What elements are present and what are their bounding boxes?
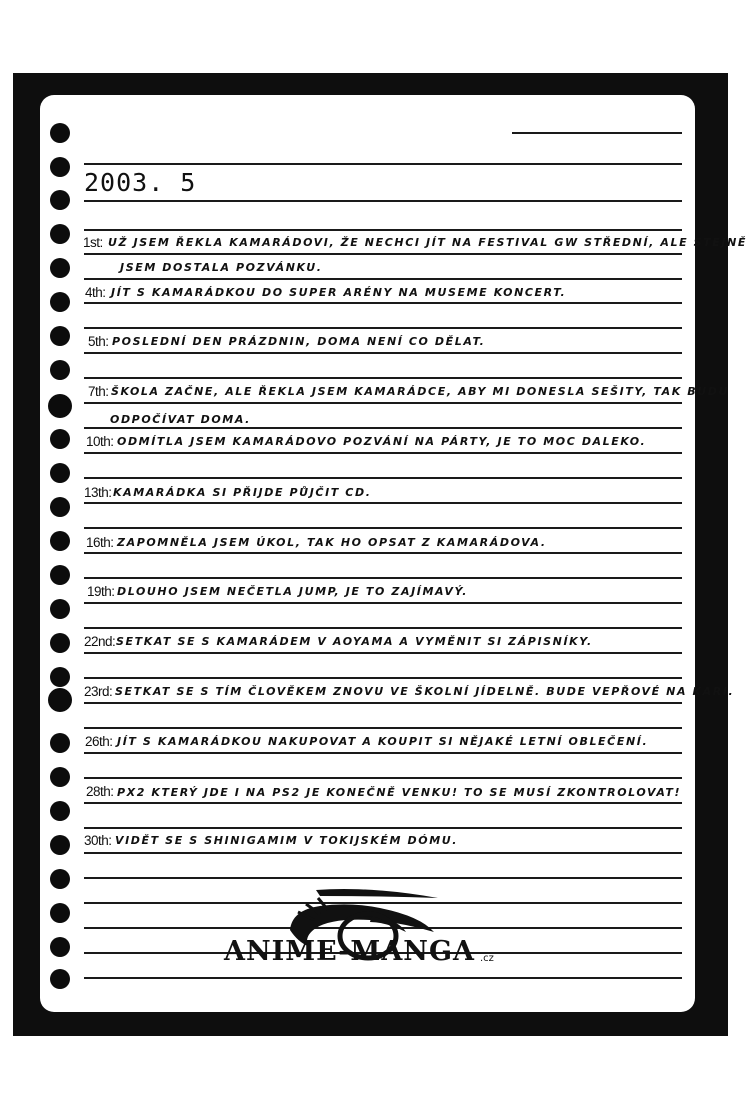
ruled-line bbox=[512, 132, 682, 134]
binder-hole bbox=[50, 157, 70, 177]
binder-hole bbox=[50, 667, 70, 687]
entry-text-continued: ODPOČÍVAT DOMA. bbox=[110, 413, 251, 426]
binder-hole bbox=[50, 429, 70, 449]
ruled-line bbox=[84, 802, 682, 804]
ruled-line bbox=[84, 552, 682, 554]
ruled-line bbox=[84, 477, 682, 479]
binder-hole bbox=[48, 394, 72, 418]
entry-text: POSLEDNÍ DEN PRÁZDNIN, DOMA NENÍ CO DĚLAT. bbox=[112, 335, 486, 348]
ruled-line bbox=[84, 852, 682, 854]
binder-hole bbox=[48, 688, 72, 712]
entry-day: 1st: bbox=[83, 235, 103, 250]
binder-hole bbox=[50, 767, 70, 787]
binder-hole bbox=[50, 360, 70, 380]
entry-text: UŽ JSEM ŘEKLA KAMARÁDOVI, ŽE NECHCI JÍT NA FESTIVAL GW STŘEDNÍ, ALE STEJNĚ bbox=[108, 236, 747, 249]
ruled-line bbox=[84, 977, 682, 979]
ruled-line bbox=[84, 229, 682, 231]
binder-hole bbox=[50, 633, 70, 653]
binder-hole bbox=[50, 937, 70, 957]
ruled-line bbox=[84, 427, 682, 429]
entry-text: JÍT S KAMARÁDKOU DO SUPER ARÉNY NA MUSEME KONCERT. bbox=[111, 286, 567, 299]
entry-day: 16th: bbox=[86, 535, 114, 550]
entry-text: VIDĚT SE S SHINIGAMIM V TOKIJSKÉM DÓMU. bbox=[115, 834, 459, 847]
entry-day: 22nd: bbox=[84, 634, 116, 649]
entry-day: 26th: bbox=[85, 734, 113, 749]
ruled-line bbox=[84, 777, 682, 779]
watermark-tld: .cz bbox=[480, 953, 494, 964]
binder-hole bbox=[50, 733, 70, 753]
binder-hole bbox=[50, 123, 70, 143]
binder-hole bbox=[50, 463, 70, 483]
watermark-name: ANIME-MANGA bbox=[224, 936, 475, 967]
ruled-line bbox=[84, 752, 682, 754]
binder-hole bbox=[50, 258, 70, 278]
ruled-line bbox=[84, 163, 682, 165]
ruled-line bbox=[84, 577, 682, 579]
ruled-line bbox=[84, 702, 682, 704]
binder-hole bbox=[50, 292, 70, 312]
entry-day: 23rd: bbox=[84, 684, 113, 699]
entry-day: 13th: bbox=[84, 485, 112, 500]
binder-hole bbox=[50, 565, 70, 585]
entry-text: SETKAT SE S TÍM ČLOVĚKEM ZNOVU VE ŠKOLNÍ JÍDELNĚ. BUDE VEPŘOVÉ NA KARI. bbox=[115, 685, 735, 698]
diary-date-heading: 2003. 5 bbox=[84, 168, 197, 197]
entry-day: 28th: bbox=[86, 784, 114, 799]
ruled-line bbox=[84, 377, 682, 379]
binder-hole bbox=[50, 969, 70, 989]
ruled-line bbox=[84, 253, 682, 255]
ruled-line bbox=[84, 452, 682, 454]
entry-day: 4th: bbox=[85, 285, 106, 300]
entry-text: PX2 KTERÝ JDE I NA PS2 JE KONEČNĚ VENKU! TO SE MUSÍ ZKONTROLOVAT! bbox=[117, 786, 682, 799]
binder-hole bbox=[50, 835, 70, 855]
entry-day: 10th: bbox=[86, 434, 114, 449]
ruled-line bbox=[84, 602, 682, 604]
entry-text: JÍT S KAMARÁDKOU NAKUPOVAT A KOUPIT SI NĚJAKÉ LETNÍ OBLEČENÍ. bbox=[117, 735, 649, 748]
ruled-line bbox=[84, 352, 682, 354]
entry-text: ŠKOLA ZAČNE, ALE ŘEKLA JSEM KAMARÁDCE, ABY MI DONESLA SEŠITY, TAK BUDU bbox=[111, 385, 730, 398]
ruled-line bbox=[84, 502, 682, 504]
ruled-line bbox=[84, 302, 682, 304]
binder-hole bbox=[50, 190, 70, 210]
binder-hole bbox=[50, 224, 70, 244]
ruled-line bbox=[84, 877, 682, 879]
entry-text: ODMÍTLA JSEM KAMARÁDOVO POZVÁNÍ NA PÁRTY, JE TO MOC DALEKO. bbox=[117, 435, 647, 448]
entry-text: SETKAT SE S KAMARÁDEM V AOYAMA A VYMĚNIT SI ZÁPISNÍKY. bbox=[116, 635, 593, 648]
ruled-line bbox=[84, 327, 682, 329]
ruled-line bbox=[84, 278, 682, 280]
entry-text: ZAPOMNĚLA JSEM ÚKOL, TAK HO OPSAT Z KAMARÁDOVA. bbox=[117, 536, 547, 549]
ruled-line bbox=[84, 652, 682, 654]
entry-text-continued: JSEM DOSTALA POZVÁNKU. bbox=[120, 261, 323, 274]
binder-hole bbox=[50, 903, 70, 923]
binder-hole bbox=[50, 599, 70, 619]
ruled-line bbox=[84, 402, 682, 404]
ruled-line bbox=[84, 727, 682, 729]
ruled-line bbox=[84, 527, 682, 529]
ruled-line bbox=[84, 677, 682, 679]
binder-hole bbox=[50, 326, 70, 346]
entry-text: KAMARÁDKA SI PŘIJDE PŮJČIT CD. bbox=[113, 486, 372, 499]
entry-day: 7th: bbox=[88, 384, 109, 399]
ruled-line bbox=[84, 627, 682, 629]
binder-hole bbox=[50, 531, 70, 551]
ruled-line bbox=[84, 827, 682, 829]
binder-hole bbox=[50, 801, 70, 821]
entry-day: 19th: bbox=[87, 584, 115, 599]
entry-day: 5th: bbox=[88, 334, 109, 349]
binder-hole bbox=[50, 869, 70, 889]
entry-text: DLOUHO JSEM NEČETLA JUMP, JE TO ZAJÍMAVÝ. bbox=[117, 585, 469, 598]
ruled-line bbox=[84, 200, 682, 202]
entry-day: 30th: bbox=[84, 833, 112, 848]
binder-hole bbox=[50, 497, 70, 517]
